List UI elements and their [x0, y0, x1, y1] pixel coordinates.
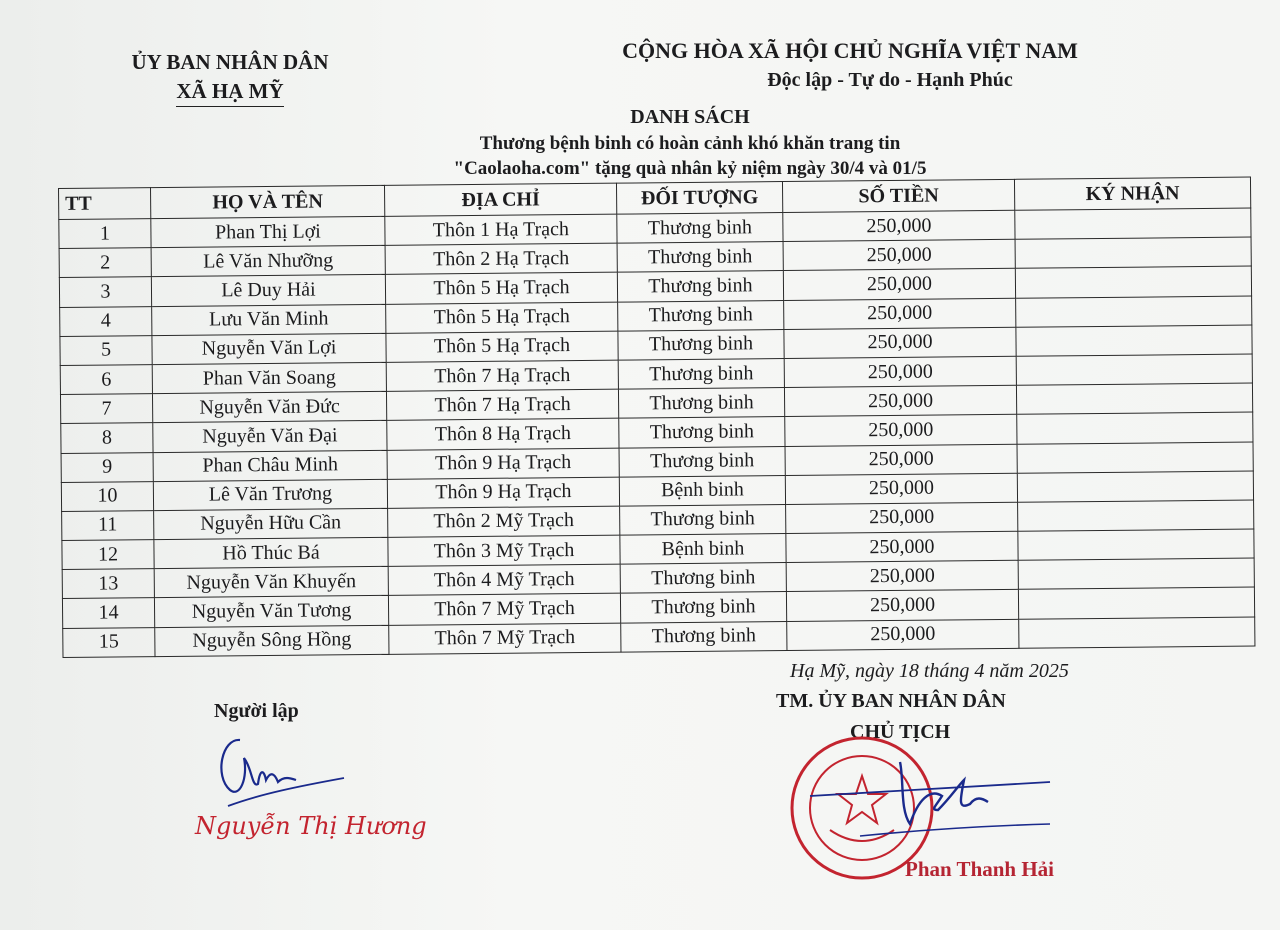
cell-category: Thương binh	[617, 242, 783, 273]
cell-name: Nguyễn Văn Tương	[154, 596, 388, 627]
country-name: CỘNG HÒA XÃ HỘI CHỦ NGHĨA VIỆT NAM	[622, 38, 1078, 63]
col-header-tt: TT	[59, 188, 151, 220]
cell-signature	[1018, 500, 1254, 531]
cell-category: Thương binh	[618, 300, 784, 331]
cell-amount: 250,000	[786, 590, 1018, 621]
col-header-address: ĐỊA CHỈ	[384, 183, 616, 216]
cell-address: Thôn 5 Hạ Trạch	[386, 331, 618, 362]
col-header-name: HỌ VÀ TÊN	[151, 185, 385, 218]
cell-signature	[1017, 442, 1253, 473]
preparer-name: Nguyễn Thị Hương	[195, 812, 427, 840]
title-line2: Thương bệnh binh có hoàn cảnh khó khăn trang tin	[479, 133, 901, 154]
cell-address: Thôn 7 Hạ Trạch	[386, 360, 618, 391]
document-date: Hạ Mỹ, ngày 18 tháng 4 năm 2025	[790, 660, 1069, 682]
cell-name: Lê Văn Nhưỡng	[151, 246, 385, 277]
cell-name: Phan Văn Soang	[152, 362, 386, 393]
cell-address: Thôn 1 Hạ Trạch	[385, 214, 617, 245]
cell-name: Nguyễn Văn Khuyến	[154, 567, 388, 598]
cell-tt: 6	[60, 365, 152, 395]
cell-amount: 250,000	[786, 531, 1018, 562]
authority-line1: ỦY BAN NHÂN DÂN	[131, 50, 329, 74]
cell-tt: 2	[59, 248, 151, 278]
cell-signature	[1016, 296, 1252, 327]
cell-name: Nguyễn Hữu Cần	[154, 508, 388, 539]
cell-amount: 250,000	[785, 444, 1017, 475]
cell-signature	[1018, 587, 1254, 618]
cell-signature	[1016, 354, 1252, 385]
preparer-signature	[200, 728, 360, 818]
cell-signature	[1015, 237, 1251, 268]
cell-address: Thôn 9 Hạ Trạch	[387, 448, 619, 479]
cell-tt: 10	[61, 481, 153, 511]
cell-amount: 250,000	[784, 298, 1016, 329]
cell-signature	[1017, 471, 1253, 502]
col-header-category: ĐỐI TƯỢNG	[616, 182, 782, 215]
cell-category: Thương binh	[618, 358, 784, 389]
col-header-amount: SỐ TIỀN	[782, 179, 1014, 212]
cell-tt: 11	[62, 510, 154, 540]
title-line3: "Caolaoha.com" tặng quà nhân kỷ niệm ngày 30/4 và 01/5	[453, 158, 927, 179]
cell-category: Thương binh	[618, 329, 784, 360]
cell-name: Nguyễn Văn Lợi	[152, 333, 386, 364]
cell-address: Thôn 4 Mỹ Trạch	[388, 564, 620, 595]
cell-tt: 8	[61, 423, 153, 453]
cell-name: Nguyễn Văn Đức	[152, 391, 386, 422]
preparer-label: Người lập	[214, 700, 299, 722]
cell-signature	[1018, 529, 1254, 560]
committee-label: TM. ỦY BAN NHÂN DÂN	[776, 690, 1006, 712]
cell-category: Thương binh	[619, 446, 785, 477]
cell-name: Lưu Văn Minh	[152, 304, 386, 335]
cell-amount: 250,000	[784, 327, 1016, 358]
cell-signature	[1016, 383, 1252, 414]
cell-address: Thôn 7 Mỹ Trạch	[389, 623, 621, 654]
cell-address: Thôn 7 Mỹ Trạch	[388, 594, 620, 625]
title-line1: DANH SÁCH	[630, 106, 750, 128]
cell-name: Lê Duy Hải	[151, 275, 385, 306]
cell-name: Nguyễn Sông Hồng	[155, 625, 389, 656]
cell-category: Thương binh	[621, 621, 787, 652]
cell-tt: 13	[62, 569, 154, 599]
cell-name: Nguyễn Văn Đại	[153, 421, 387, 452]
cell-address: Thôn 2 Hạ Trạch	[385, 243, 617, 274]
chairman-signature	[800, 740, 1060, 850]
cell-category: Thương binh	[620, 504, 786, 535]
col-header-signature: KÝ NHẬN	[1014, 177, 1250, 210]
cell-name: Phan Châu Minh	[153, 450, 387, 481]
cell-address: Thôn 9 Hạ Trạch	[387, 477, 619, 508]
cell-amount: 250,000	[783, 210, 1015, 241]
chairman-label: CHỦ TỊCH	[850, 721, 951, 743]
cell-category: Bệnh binh	[619, 475, 785, 506]
cell-signature	[1017, 412, 1253, 443]
cell-signature	[1019, 617, 1255, 648]
cell-name: Phan Thị Lợi	[151, 216, 385, 247]
cell-tt: 12	[62, 540, 154, 570]
document-title	[390, 103, 990, 181]
cell-address: Thôn 7 Hạ Trạch	[386, 389, 618, 420]
cell-amount: 250,000	[783, 269, 1015, 300]
cell-signature	[1018, 558, 1254, 589]
cell-tt: 1	[59, 219, 151, 249]
national-motto	[600, 36, 1100, 94]
cell-category: Bệnh binh	[620, 534, 786, 565]
cell-tt: 4	[60, 306, 152, 336]
cell-signature	[1015, 266, 1251, 297]
cell-category: Thương binh	[619, 417, 785, 448]
cell-name: Hồ Thúc Bá	[154, 537, 388, 568]
cell-amount: 250,000	[785, 415, 1017, 446]
cell-amount: 250,000	[786, 502, 1018, 533]
issuing-authority	[110, 48, 350, 107]
cell-tt: 7	[60, 394, 152, 424]
cell-address: Thôn 2 Mỹ Trạch	[388, 506, 620, 537]
motto-line: Độc lập - Tự do - Hạnh Phúc	[767, 69, 1013, 91]
cell-name: Lê Văn Trương	[153, 479, 387, 510]
table-body	[59, 208, 1255, 657]
cell-amount: 250,000	[785, 473, 1017, 504]
cell-address: Thôn 5 Hạ Trạch	[386, 302, 618, 333]
cell-category: Thương binh	[617, 271, 783, 302]
cell-amount: 250,000	[787, 619, 1019, 650]
cell-tt: 15	[63, 627, 155, 657]
cell-category: Thương binh	[617, 213, 783, 244]
cell-tt: 5	[60, 335, 152, 365]
cell-category: Thương binh	[620, 592, 786, 623]
cell-address: Thôn 8 Hạ Trạch	[387, 418, 619, 449]
chairman-name: Phan Thanh Hải	[905, 857, 1055, 881]
recipient-table	[58, 177, 1255, 658]
cell-amount: 250,000	[784, 356, 1016, 387]
cell-signature	[1016, 325, 1252, 356]
cell-category: Thương binh	[620, 563, 786, 594]
cell-tt: 14	[62, 598, 154, 628]
cell-amount: 250,000	[784, 385, 1016, 416]
cell-amount: 250,000	[783, 240, 1015, 271]
cell-amount: 250,000	[786, 561, 1018, 592]
cell-signature	[1015, 208, 1251, 239]
cell-tt: 3	[59, 277, 151, 307]
cell-address: Thôn 3 Mỹ Trạch	[388, 535, 620, 566]
cell-category: Thương binh	[618, 388, 784, 419]
authority-line2: XÃ HẠ MỸ	[176, 77, 283, 107]
cell-address: Thôn 5 Hạ Trạch	[385, 273, 617, 304]
cell-tt: 9	[61, 452, 153, 482]
